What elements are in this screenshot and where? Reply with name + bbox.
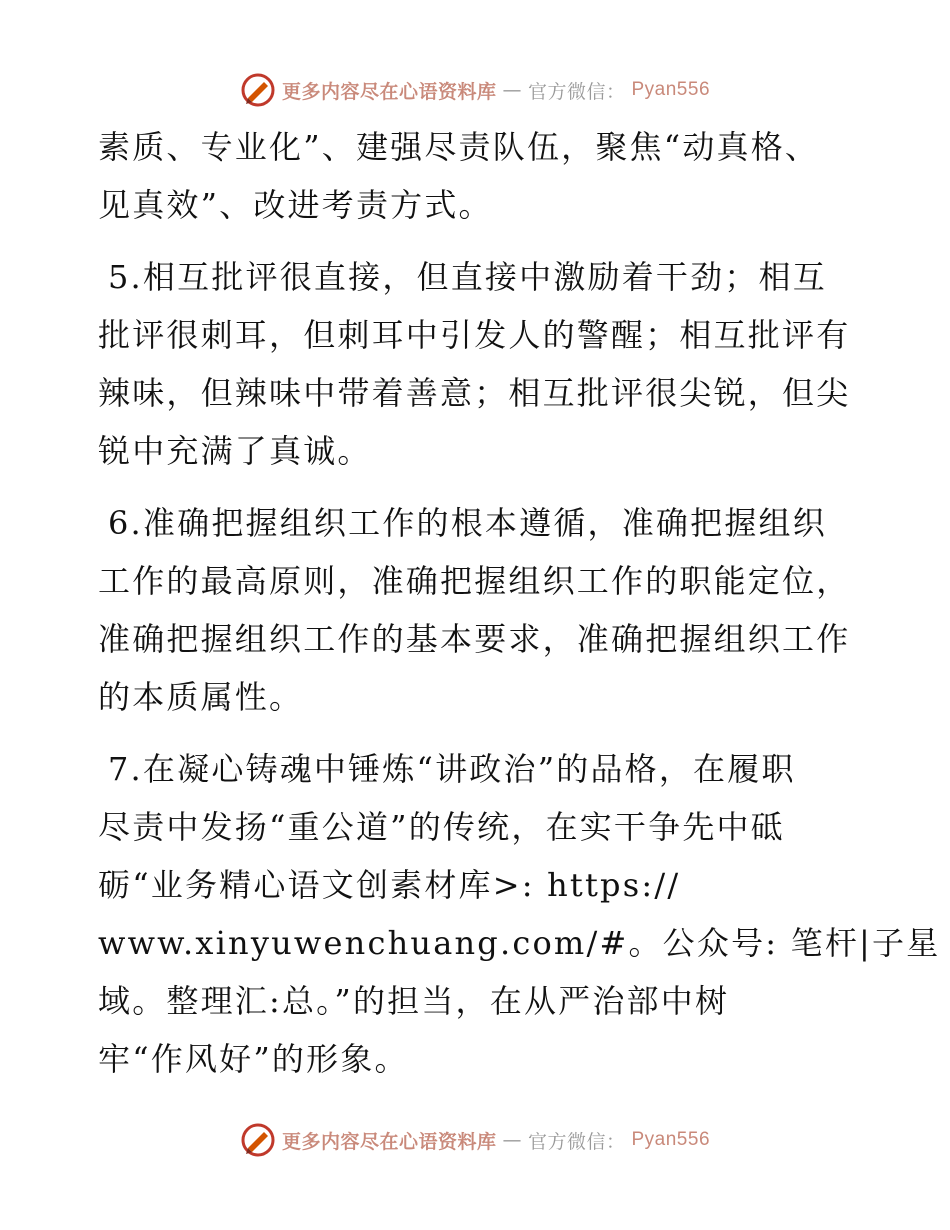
text-line: 的本质属性。 (98, 678, 304, 716)
banner-main-text: 更多内容尽在心语资料库 (281, 80, 497, 103)
pen-logo-icon (240, 72, 276, 108)
text-line: 7.在凝心铸魂中锤炼“讲政治”的品格，在履职 (108, 750, 796, 788)
text-line: 砺“业务精心语文创素材库>: https:// (98, 866, 681, 904)
text-line: 辣味，但辣味中带着善意；相互批评很尖锐，但尖 (98, 374, 851, 412)
text-line: 锐中充满了真诚。 (98, 432, 372, 470)
paragraph-item-5 (98, 248, 858, 480)
banner-wechat-id: Pyan556 (631, 1129, 711, 1150)
text-line: 牢“作风好”的形象。 (98, 1040, 409, 1078)
text-line: 6.准确把握组织工作的根本遵循，准确把握组织 (108, 504, 827, 542)
banner-separator: — (502, 79, 522, 101)
text-line: 见真效”、改进考责方式。 (98, 186, 493, 224)
text-line: 域。整理汇:总。”的担当，在从严治部中树 (98, 982, 730, 1020)
banner-separator: — (502, 1129, 522, 1151)
paragraph-continued (98, 118, 858, 234)
footer-banner (0, 1120, 950, 1160)
paragraph-item-7 (98, 740, 941, 1088)
header-banner (0, 70, 950, 110)
text-line: 准确把握组织工作的基本要求，准确把握组织工作 (98, 620, 851, 658)
text-line: 5.相互批评很直接，但直接中激励着干劲；相互 (108, 258, 827, 296)
paragraph-item-6 (98, 494, 858, 726)
banner-wechat-id: Pyan556 (631, 79, 711, 100)
banner-wechat-label: 官方微信： (527, 1130, 626, 1153)
text-line: 工作的最高原则，准确把握组织工作的职能定位， (98, 562, 851, 600)
text-line: 尽责中发扬“重公道”的传统，在实干争先中砥 (98, 808, 785, 846)
document-body (98, 118, 941, 1088)
pen-logo-icon (240, 1122, 276, 1158)
text-line: www.xinyuwenchuang.com/#。公众号: 笔杆|子星 (98, 924, 941, 962)
text-line: 批评很刺耳，但刺耳中引发人的警醒；相互批评有 (98, 316, 851, 354)
text-line: 素质、专业化”、建强尽责队伍，聚焦“动真格、 (98, 128, 820, 166)
banner-main-text: 更多内容尽在心语资料库 (281, 1130, 497, 1153)
banner-wechat-label: 官方微信： (527, 80, 626, 103)
